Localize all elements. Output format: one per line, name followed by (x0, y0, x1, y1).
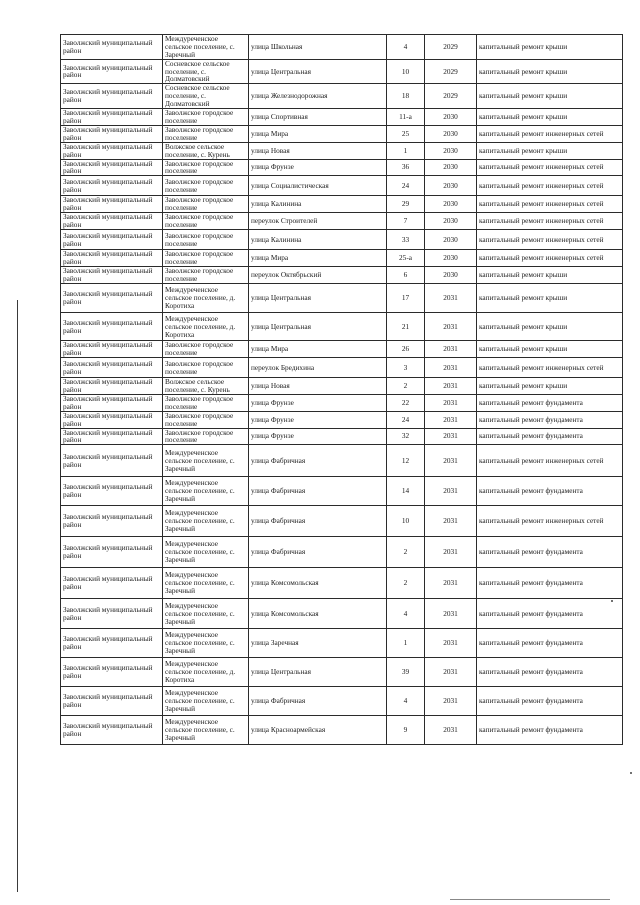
house-number-cell: 2 (387, 537, 425, 568)
house-number-cell: 21 (387, 313, 425, 341)
work-type-cell: капитальный ремонт фундамента (477, 629, 623, 658)
settlement-cell: Междуреченское сельское поселение, с. Заречный (163, 506, 249, 537)
work-type-cell: капитальный ремонт крыши (477, 267, 623, 284)
table-row (61, 341, 623, 358)
settlement-cell: Междуреченское сельское поселение, с. Заречный (163, 35, 249, 60)
year-cell: 2031 (425, 477, 477, 506)
house-number-cell: 25 (387, 126, 425, 143)
table-row (61, 378, 623, 395)
work-type-cell: капитальный ремонт инженерных сетей (477, 213, 623, 230)
street-cell: улица Фабричная (249, 687, 387, 716)
year-cell: 2031 (425, 445, 477, 477)
street-cell: улица Центральная (249, 59, 387, 84)
house-number-cell: 18 (387, 84, 425, 109)
work-type-cell: капитальный ремонт фундамента (477, 428, 623, 445)
scan-bottom-line (450, 899, 610, 900)
scan-speck (611, 600, 613, 602)
street-cell: улица Школьная (249, 35, 387, 60)
table-row (61, 142, 623, 159)
street-cell: улица Спортивная (249, 109, 387, 126)
year-cell: 2030 (425, 267, 477, 284)
work-type-cell: капитальный ремонт крыши (477, 313, 623, 341)
district-cell: Заволжский муниципальный район (61, 629, 163, 658)
table-row (61, 267, 623, 284)
work-type-cell: капитальный ремонт инженерных сетей (477, 126, 623, 143)
district-cell: Заволжский муниципальный район (61, 658, 163, 687)
table-row (61, 658, 623, 687)
work-type-cell: капитальный ремонт фундамента (477, 687, 623, 716)
year-cell: 2031 (425, 428, 477, 445)
street-cell: улица Мира (249, 126, 387, 143)
district-cell: Заволжский муниципальный район (61, 537, 163, 568)
table-row (61, 568, 623, 599)
district-cell: Заволжский муниципальный район (61, 445, 163, 477)
house-number-cell: 26 (387, 341, 425, 358)
table-row (61, 477, 623, 506)
district-cell: Заволжский муниципальный район (61, 126, 163, 143)
settlement-cell: Заволжское городское поселение (163, 213, 249, 230)
year-cell: 2031 (425, 687, 477, 716)
year-cell: 2030 (425, 142, 477, 159)
settlement-cell: Междуреченское сельское поселение, с. Заречный (163, 537, 249, 568)
district-cell: Заволжский муниципальный район (61, 196, 163, 213)
street-cell: улица Центральная (249, 658, 387, 687)
table-row (61, 176, 623, 196)
district-cell: Заволжский муниципальный район (61, 599, 163, 629)
work-type-cell: капитальный ремонт инженерных сетей (477, 445, 623, 477)
house-number-cell: 24 (387, 176, 425, 196)
settlement-cell: Междуреченское сельское поселение, с. Заречный (163, 599, 249, 629)
year-cell: 2031 (425, 599, 477, 629)
street-cell: улица Мира (249, 250, 387, 267)
street-cell: улица Фабричная (249, 506, 387, 537)
district-cell: Заволжский муниципальный район (61, 477, 163, 506)
settlement-cell: Заволжское городское поселение (163, 176, 249, 196)
district-cell: Заволжский муниципальный район (61, 109, 163, 126)
year-cell: 2031 (425, 568, 477, 599)
table-row (61, 395, 623, 412)
settlement-cell: Заволжское городское поселение (163, 341, 249, 358)
year-cell: 2029 (425, 59, 477, 84)
table-row (61, 284, 623, 313)
year-cell: 2031 (425, 716, 477, 745)
house-number-cell: 3 (387, 358, 425, 378)
district-cell: Заволжский муниципальный район (61, 159, 163, 176)
table-row (61, 687, 623, 716)
settlement-cell: Заволжское городское поселение (163, 109, 249, 126)
street-cell: улица Фабричная (249, 445, 387, 477)
work-type-cell: капитальный ремонт инженерных сетей (477, 358, 623, 378)
work-type-cell: капитальный ремонт фундамента (477, 658, 623, 687)
work-type-cell: капитальный ремонт фундамента (477, 716, 623, 745)
house-number-cell: 7 (387, 213, 425, 230)
street-cell: улица Социалистическая (249, 176, 387, 196)
table-row (61, 716, 623, 745)
house-number-cell: 25-а (387, 250, 425, 267)
year-cell: 2031 (425, 358, 477, 378)
settlement-cell: Междуреченское сельское поселение, с. Заречный (163, 445, 249, 477)
year-cell: 2031 (425, 378, 477, 395)
street-cell: переулок Октябрьский (249, 267, 387, 284)
table-row (61, 428, 623, 445)
settlement-cell: Заволжское городское поселение (163, 196, 249, 213)
work-type-cell: капитальный ремонт фундамента (477, 395, 623, 412)
street-cell: улица Комсомольская (249, 568, 387, 599)
house-number-cell: 33 (387, 230, 425, 250)
house-number-cell: 29 (387, 196, 425, 213)
district-cell: Заволжский муниципальный район (61, 428, 163, 445)
district-cell: Заволжский муниципальный район (61, 213, 163, 230)
table-row (61, 250, 623, 267)
repair-schedule-table (60, 34, 623, 745)
work-type-cell: капитальный ремонт крыши (477, 109, 623, 126)
table-row (61, 411, 623, 428)
table-row (61, 35, 623, 60)
house-number-cell: 4 (387, 35, 425, 60)
district-cell: Заволжский муниципальный район (61, 716, 163, 745)
year-cell: 2031 (425, 629, 477, 658)
work-type-cell: капитальный ремонт инженерных сетей (477, 159, 623, 176)
district-cell: Заволжский муниципальный район (61, 230, 163, 250)
table-row (61, 84, 623, 109)
street-cell: улица Центральная (249, 313, 387, 341)
district-cell: Заволжский муниципальный район (61, 411, 163, 428)
year-cell: 2031 (425, 341, 477, 358)
work-type-cell: капитальный ремонт крыши (477, 59, 623, 84)
table-row (61, 59, 623, 84)
district-cell: Заволжский муниципальный район (61, 284, 163, 313)
work-type-cell: капитальный ремонт крыши (477, 84, 623, 109)
year-cell: 2031 (425, 537, 477, 568)
work-type-cell: капитальный ремонт фундамента (477, 537, 623, 568)
settlement-cell: Междуреченское сельское поселение, с. Заречный (163, 568, 249, 599)
district-cell: Заволжский муниципальный район (61, 568, 163, 599)
district-cell: Заволжский муниципальный район (61, 358, 163, 378)
district-cell: Заволжский муниципальный район (61, 176, 163, 196)
work-type-cell: капитальный ремонт инженерных сетей (477, 250, 623, 267)
work-type-cell: капитальный ремонт крыши (477, 35, 623, 60)
district-cell: Заволжский муниципальный район (61, 341, 163, 358)
street-cell: улица Калинина (249, 196, 387, 213)
settlement-cell: Заволжское городское поселение (163, 126, 249, 143)
house-number-cell: 39 (387, 658, 425, 687)
table-row (61, 313, 623, 341)
settlement-cell: Междуреченское сельское поселение, с. Заречный (163, 687, 249, 716)
settlement-cell: Волжское сельское поселение, с. Курень (163, 378, 249, 395)
table-row (61, 599, 623, 629)
work-type-cell: капитальный ремонт крыши (477, 284, 623, 313)
work-type-cell: капитальный ремонт фундамента (477, 599, 623, 629)
settlement-cell: Заволжское городское поселение (163, 159, 249, 176)
table-row (61, 159, 623, 176)
house-number-cell: 24 (387, 411, 425, 428)
year-cell: 2031 (425, 658, 477, 687)
year-cell: 2031 (425, 506, 477, 537)
table-body (61, 35, 623, 745)
settlement-cell: Заволжское городское поселение (163, 358, 249, 378)
settlement-cell: Междуреченское сельское поселение, д. Коротиха (163, 313, 249, 341)
house-number-cell: 6 (387, 267, 425, 284)
work-type-cell: капитальный ремонт инженерных сетей (477, 196, 623, 213)
year-cell: 2030 (425, 109, 477, 126)
street-cell: улица Железнодорожная (249, 84, 387, 109)
street-cell: улица Центральная (249, 284, 387, 313)
scan-speck (630, 772, 632, 774)
settlement-cell: Заволжское городское поселение (163, 395, 249, 412)
table-row (61, 358, 623, 378)
district-cell: Заволжский муниципальный район (61, 250, 163, 267)
work-type-cell: капитальный ремонт инженерных сетей (477, 506, 623, 537)
house-number-cell: 10 (387, 506, 425, 537)
street-cell: улица Новая (249, 142, 387, 159)
house-number-cell: 1 (387, 142, 425, 159)
house-number-cell: 22 (387, 395, 425, 412)
work-type-cell: капитальный ремонт фундамента (477, 411, 623, 428)
district-cell: Заволжский муниципальный район (61, 59, 163, 84)
house-number-cell: 1 (387, 629, 425, 658)
house-number-cell: 11-а (387, 109, 425, 126)
year-cell: 2029 (425, 35, 477, 60)
settlement-cell: Заволжское городское поселение (163, 428, 249, 445)
street-cell: улица Мира (249, 341, 387, 358)
house-number-cell: 36 (387, 159, 425, 176)
work-type-cell: капитальный ремонт крыши (477, 142, 623, 159)
table-row (61, 230, 623, 250)
street-cell: улица Комсомольская (249, 599, 387, 629)
year-cell: 2031 (425, 411, 477, 428)
street-cell: улица Фрунзе (249, 395, 387, 412)
year-cell: 2030 (425, 196, 477, 213)
street-cell: улица Фрунзе (249, 411, 387, 428)
house-number-cell: 32 (387, 428, 425, 445)
year-cell: 2030 (425, 250, 477, 267)
street-cell: улица Фрунзе (249, 428, 387, 445)
year-cell: 2031 (425, 313, 477, 341)
settlement-cell: Междуреченское сельское поселение, д. Коротиха (163, 658, 249, 687)
street-cell: переулок Бредихина (249, 358, 387, 378)
street-cell: улица Красноармейская (249, 716, 387, 745)
settlement-cell: Сосневское сельское поселение, с. Долматовский (163, 59, 249, 84)
district-cell: Заволжский муниципальный район (61, 35, 163, 60)
house-number-cell: 10 (387, 59, 425, 84)
settlement-cell: Междуреченское сельское поселение, с. Заречный (163, 477, 249, 506)
district-cell: Заволжский муниципальный район (61, 378, 163, 395)
district-cell: Заволжский муниципальный район (61, 142, 163, 159)
work-type-cell: капитальный ремонт фундамента (477, 477, 623, 506)
work-type-cell: капитальный ремонт крыши (477, 378, 623, 395)
street-cell: улица Новая (249, 378, 387, 395)
year-cell: 2030 (425, 176, 477, 196)
house-number-cell: 17 (387, 284, 425, 313)
table-row (61, 537, 623, 568)
settlement-cell: Сосневское сельское поселение, с. Долматовский (163, 84, 249, 109)
street-cell: улица Фабричная (249, 537, 387, 568)
year-cell: 2030 (425, 126, 477, 143)
table-row (61, 629, 623, 658)
table-row (61, 109, 623, 126)
settlement-cell: Заволжское городское поселение (163, 230, 249, 250)
settlement-cell: Заволжское городское поселение (163, 411, 249, 428)
street-cell: улица Заречная (249, 629, 387, 658)
street-cell: переулок Строителей (249, 213, 387, 230)
district-cell: Заволжский муниципальный район (61, 506, 163, 537)
settlement-cell: Междуреченское сельское поселение, д. Коротиха (163, 284, 249, 313)
work-type-cell: капитальный ремонт фундамента (477, 568, 623, 599)
table-row (61, 196, 623, 213)
house-number-cell: 4 (387, 599, 425, 629)
settlement-cell: Волжское сельское поселение, с. Курень (163, 142, 249, 159)
street-cell: улица Фрунзе (249, 159, 387, 176)
district-cell: Заволжский муниципальный район (61, 395, 163, 412)
street-cell: улица Фабричная (249, 477, 387, 506)
house-number-cell: 9 (387, 716, 425, 745)
settlement-cell: Междуреченское сельское поселение, с. Заречный (163, 716, 249, 745)
year-cell: 2030 (425, 159, 477, 176)
work-type-cell: капитальный ремонт крыши (477, 341, 623, 358)
work-type-cell: капитальный ремонт инженерных сетей (477, 176, 623, 196)
year-cell: 2029 (425, 84, 477, 109)
house-number-cell: 2 (387, 568, 425, 599)
settlement-cell: Заволжское городское поселение (163, 267, 249, 284)
settlement-cell: Междуреченское сельское поселение, с. Заречный (163, 629, 249, 658)
house-number-cell: 12 (387, 445, 425, 477)
district-cell: Заволжский муниципальный район (61, 687, 163, 716)
year-cell: 2030 (425, 213, 477, 230)
district-cell: Заволжский муниципальный район (61, 313, 163, 341)
table-row (61, 445, 623, 477)
house-number-cell: 2 (387, 378, 425, 395)
table-row (61, 126, 623, 143)
year-cell: 2031 (425, 395, 477, 412)
district-cell: Заволжский муниципальный район (61, 267, 163, 284)
table-row (61, 213, 623, 230)
house-number-cell: 14 (387, 477, 425, 506)
house-number-cell: 4 (387, 687, 425, 716)
street-cell: улица Калинина (249, 230, 387, 250)
work-type-cell: капитальный ремонт инженерных сетей (477, 230, 623, 250)
year-cell: 2031 (425, 284, 477, 313)
table-row (61, 506, 623, 537)
year-cell: 2030 (425, 230, 477, 250)
district-cell: Заволжский муниципальный район (61, 84, 163, 109)
scan-edge-mark (17, 300, 18, 892)
settlement-cell: Заволжское городское поселение (163, 250, 249, 267)
